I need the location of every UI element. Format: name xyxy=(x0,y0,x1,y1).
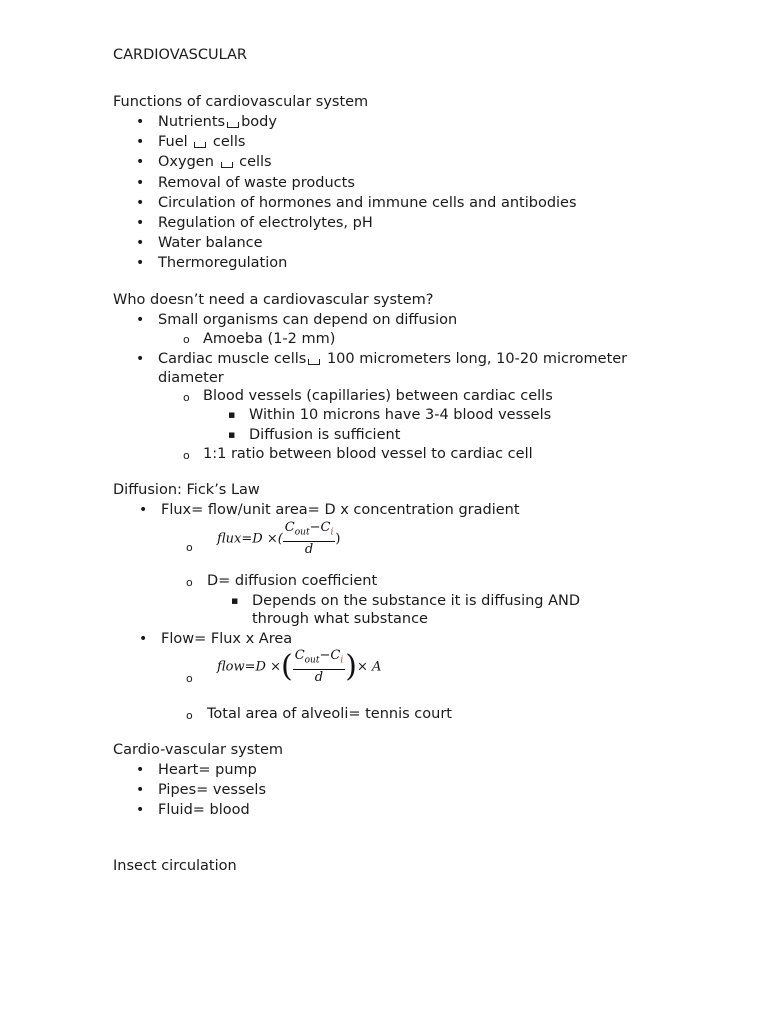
functions-heading: Functions of cardiovascular system xyxy=(113,94,369,110)
bullet-circle: o xyxy=(183,391,190,404)
arrow-icon xyxy=(227,122,239,128)
bullet-disc: • xyxy=(136,134,145,150)
list-item: Total area of alveoli= tennis court xyxy=(207,706,452,722)
bullet-disc: • xyxy=(136,782,145,798)
bullet-disc: • xyxy=(136,195,145,211)
bullet-circle: o xyxy=(186,576,193,589)
bullet-disc: • xyxy=(136,235,145,251)
bullet-disc: • xyxy=(136,312,145,328)
flow-equation: flow=D ×( $\frac{C_{out}-C_i}{d}$ )× A xyxy=(217,648,382,685)
bullet-square: ▪ xyxy=(228,408,236,421)
need-heading: Who doesn’t need a cardiovascular system? xyxy=(113,292,434,308)
arrow-icon xyxy=(221,162,233,168)
bullet-circle: o xyxy=(186,672,193,685)
list-item: Nutrients body xyxy=(158,114,277,130)
list-item: Small organisms can depend on diffusion xyxy=(158,312,458,328)
bullet-disc: • xyxy=(136,255,145,271)
list-item: Circulation of hormones and immune cells and antibodies xyxy=(158,195,577,211)
insect-heading: Insect circulation xyxy=(113,858,237,874)
bullet-disc: • xyxy=(139,502,148,518)
bullet-disc: • xyxy=(136,802,145,818)
list-item: Blood vessels (capillaries) between cardiac cells xyxy=(203,388,553,404)
list-item: Amoeba (1-2 mm) xyxy=(203,331,336,347)
bullet-disc: • xyxy=(136,175,145,191)
list-item: Cardiac muscle cells 100 micrometers long, 10-20 micrometer xyxy=(158,351,628,367)
bullet-disc: • xyxy=(136,114,145,130)
cv-heading: Cardio-vascular system xyxy=(113,742,284,758)
bullet-disc: • xyxy=(136,762,145,778)
list-item: Pipes= vessels xyxy=(158,782,267,798)
flux-equation: flux=D ×( $\frac{C_{out}-C_i}{d}$ ) xyxy=(217,520,341,557)
list-item: 1:1 ratio between blood vessel to cardiac cell xyxy=(203,446,533,462)
bullet-disc: • xyxy=(136,154,145,170)
list-item: Regulation of electrolytes, pH xyxy=(158,215,373,231)
list-item-continuation: through what substance xyxy=(252,611,428,627)
list-item: Flux= flow/unit area= D x concentration gradient xyxy=(161,502,520,518)
list-item: Fluid= blood xyxy=(158,802,250,818)
bullet-disc: • xyxy=(136,215,145,231)
bullet-disc: • xyxy=(136,351,145,367)
list-item: Removal of waste products xyxy=(158,175,355,191)
bullet-circle: o xyxy=(183,449,190,462)
list-item: D= diffusion coefficient xyxy=(207,573,378,589)
bullet-circle: o xyxy=(183,333,190,346)
bullet-circle: o xyxy=(186,709,193,722)
list-item: Depends on the substance it is diffusing AND xyxy=(252,593,581,609)
list-item: Diffusion is sufficient xyxy=(249,427,401,443)
list-item: Water balance xyxy=(158,235,263,251)
list-item: Flow= Flux x Area xyxy=(161,631,293,647)
list-item: Fuel cells xyxy=(158,134,246,150)
bullet-disc: • xyxy=(139,631,148,647)
list-item: Heart= pump xyxy=(158,762,257,778)
arrow-icon xyxy=(308,359,320,365)
bullet-circle: o xyxy=(186,541,193,554)
list-item: Oxygen cells xyxy=(158,154,272,170)
list-item: Thermoregulation xyxy=(158,255,288,271)
fick-heading: Diffusion: Fick’s Law xyxy=(113,482,260,498)
arrow-icon xyxy=(194,142,206,148)
list-item: Within 10 microns have 3-4 blood vessels xyxy=(249,407,552,423)
bullet-square: ▪ xyxy=(231,594,239,607)
list-item-continuation: diameter xyxy=(158,370,224,386)
page-title: CARDIOVASCULAR xyxy=(113,47,247,63)
bullet-square: ▪ xyxy=(228,428,236,441)
